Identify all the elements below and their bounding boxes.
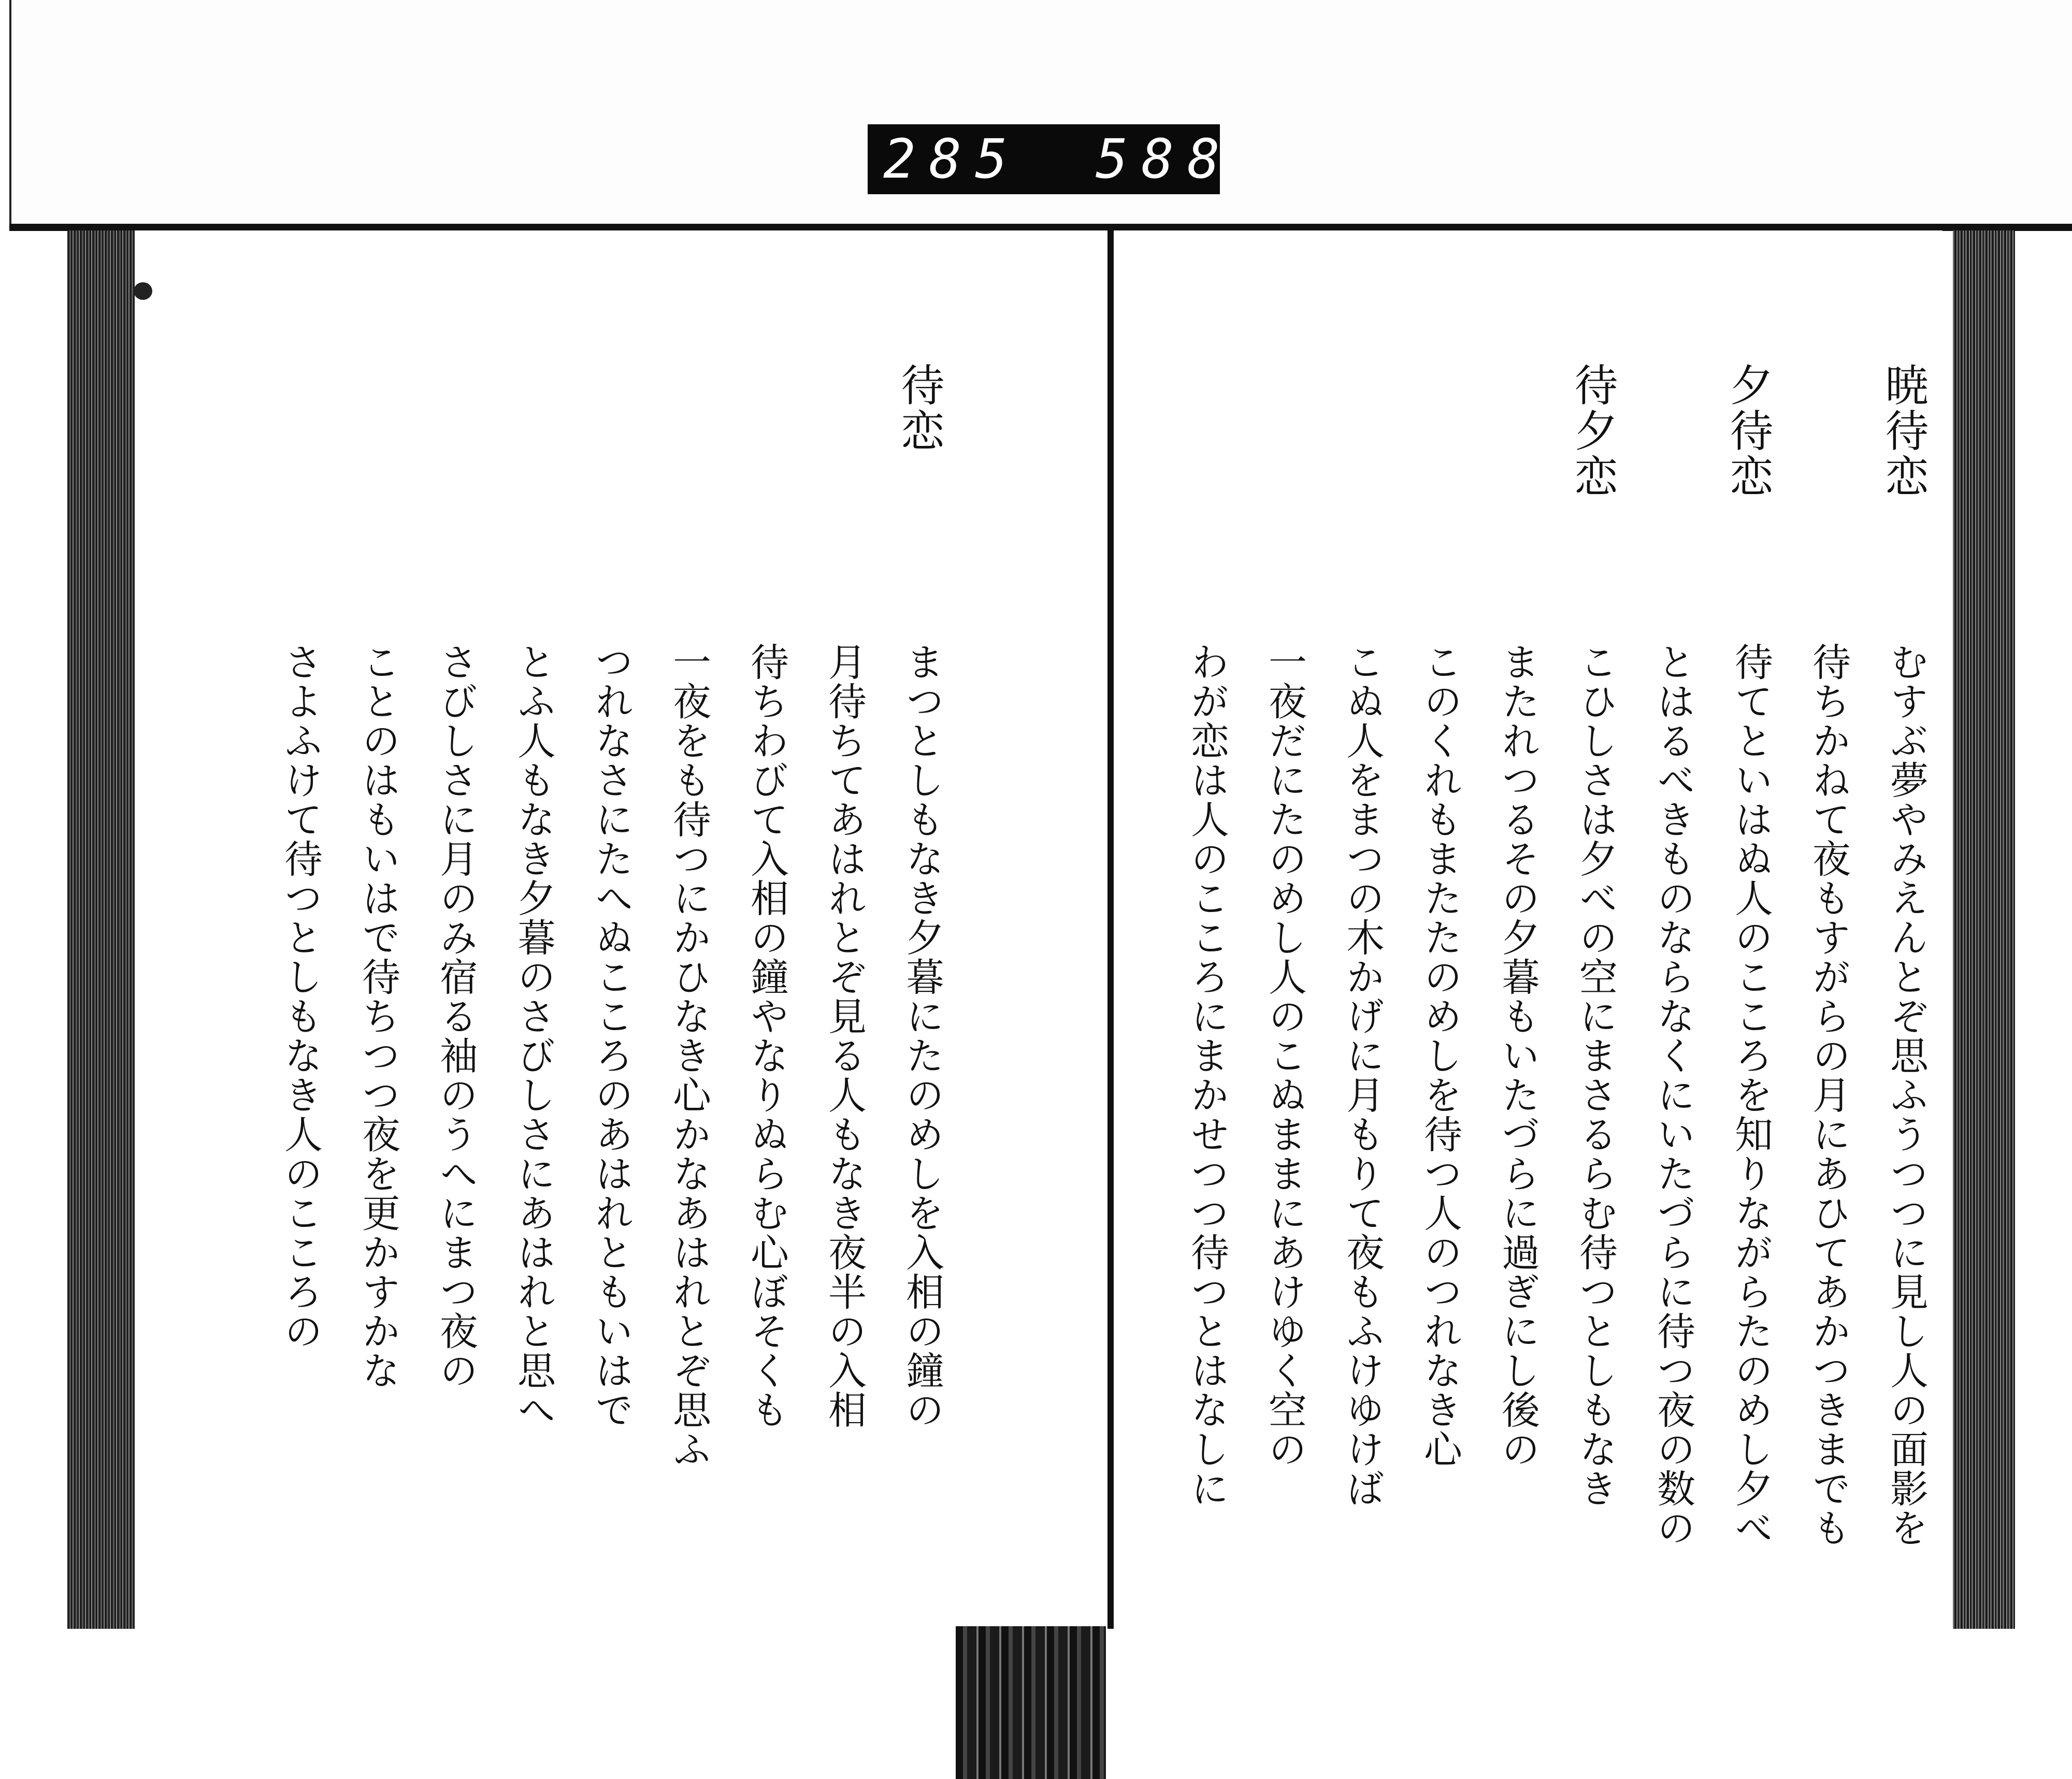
ink-spot [134, 282, 152, 300]
poem-text: とふ人もなき夕暮のさびしさにあはれと思へ [511, 642, 556, 1429]
poem-text: 月待ちてあはれとぞ見る人もなき夜半の入相 [822, 642, 867, 1429]
poem-text: 待ちわびて入相の鐘やなりぬらむ心ぼそくも [744, 642, 789, 1429]
poem-text: 待てといはぬ人のこころを知りながらたのめし夕べ [1729, 642, 1773, 1547]
poem-text: 待ちかねて夜もすがらの月にあひてあかつきまでも [1806, 642, 1851, 1547]
poem-text: ことのはもいはで待ちつつ夜を更かすかな [356, 642, 400, 1390]
poem-text: またれつるその夕暮もいたづらに過ぎにし後の [1495, 642, 1540, 1469]
frame-number-left: 285 [883, 127, 1021, 191]
poem-text: さびしさに月のみ宿る袖のうへにまつ夜の [434, 642, 478, 1390]
frame-counter [868, 124, 1233, 194]
frame-number-right: 588 [1096, 127, 1233, 191]
poem-text: まつとしもなき夕暮にたのめしを入相の鐘の [900, 642, 944, 1429]
poem-title: 夕待恋 [1723, 363, 1774, 499]
poem-text: わが恋は人のこころにまかせつつ待つとはなしに [1185, 642, 1229, 1508]
poem-title: 待夕恋 [1567, 363, 1618, 499]
page-edges-right [1953, 230, 2015, 1629]
poem-text: さよふけて待つとしもなき人のこころの [278, 642, 323, 1351]
scan-left-edge [9, 0, 11, 231]
poem-text: むすぶ夢やみえんとぞ思ふうつつに見し人の面影を [1884, 642, 1929, 1547]
scan-top-divider [9, 224, 2072, 231]
poem-text: とはるべきものならなくにいたづらに待つ夜の数の [1651, 642, 1695, 1547]
page-edges-left [67, 230, 135, 1629]
poem-text: こひしさは夕べの空にまさるらむ待つとしもなき [1573, 642, 1618, 1508]
poem-text: 一夜をも待つにかひなき心かなあはれとぞ思ふ [667, 642, 711, 1469]
book-gutter [1107, 230, 1114, 1629]
poem-text: このくれもまたたのめしを待つ人のつれなき心 [1418, 642, 1462, 1469]
book-spine [956, 1626, 1106, 1779]
poem-title: 暁待恋 [1878, 363, 1929, 499]
poem-text: こぬ人をまつの木かげに月もりて夜もふけゆけば [1340, 642, 1385, 1508]
poem-text: 一夜だにたのめし人のこぬままにあけゆく空の [1262, 642, 1307, 1469]
poem-text: つれなさにたへぬこころのあはれともいはで [589, 642, 634, 1429]
poem-title: 待恋 [894, 363, 945, 454]
